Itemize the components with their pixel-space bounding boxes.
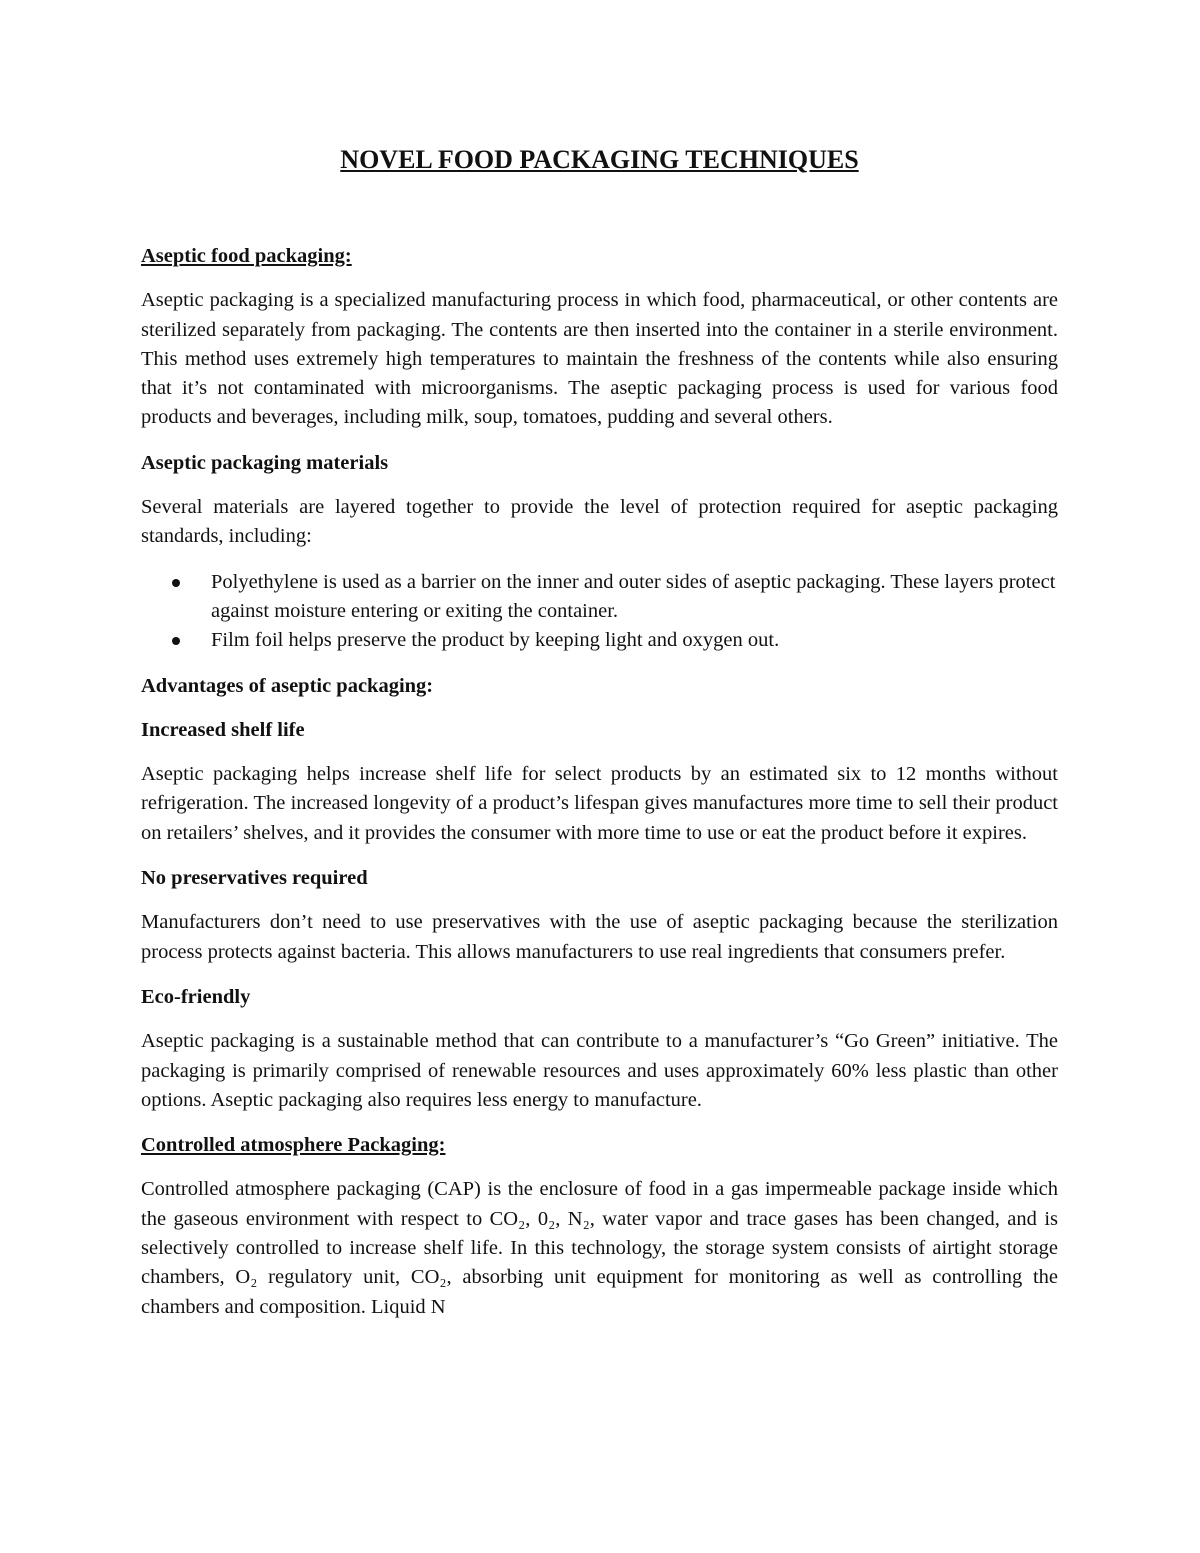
bullet-text-polyethylene: Polyethylene is used as a barrier on the inner and outer sides of aseptic packaging. These layers protect against moisture entering or exiting the container. [211, 570, 1056, 622]
bullet-text-film-foil: Film foil helps preserve the product by keeping light and oxygen out. [211, 629, 780, 652]
document-page [141, 140, 1058, 1338]
paragraph-eco-friendly: Aseptic packaging is a sustainable method that can contribute to a manufacturer’s “Go Green” initiative. The packaging is primarily comprised of renewable resources and uses approximately 60% less plastic than other options. Aseptic packaging also requires less energy to manufacture. [141, 1030, 1058, 1111]
paragraph-shelf-life: Aseptic packaging helps increase shelf life for select products by an estimated six to 12 months without refrigeration. The increased longevity of a product’s lifespan gives manufactures more time to sell their product on retailers’ shelves, and it provides the consumer with more time to use or eat the product before it expires. [141, 763, 1058, 844]
heading-advantages: Advantages of aseptic packaging: [141, 674, 434, 697]
list-item [141, 626, 1058, 655]
materials-bullet-list [141, 568, 1058, 656]
document-title: NOVEL FOOD PACKAGING TECHNIQUES [340, 145, 859, 174]
paragraph-no-preservatives: Manufacturers don’t need to use preservatives with the use of aseptic packaging because the sterilization process protects against bacteria. This allows manufacturers to use real ingredients that consumers prefer. [141, 911, 1058, 963]
paragraph-aseptic-intro: Aseptic packaging is a specialized manufacturing process in which food, pharmaceutical, or other contents are sterilized separately from packaging. The contents are then inserted into the container in a sterile environment. This method uses extremely high temperatures to maintain the freshness of the contents while also ensuring that it’s not contaminated with microorganisms. The aseptic packaging process is used for various food products and beverages, including milk, soup, tomatoes, pudding and several others. [141, 289, 1058, 429]
heading-increased-shelf-life: Increased shelf life [141, 718, 305, 741]
heading-no-preservatives: No preservatives required [141, 867, 368, 890]
bullet-icon [172, 579, 180, 587]
paragraph-cap: Controlled atmosphere packaging (CAP) is the enclosure of food in a gas impermeable package inside which the gaseous environment with respect to CO₂, 0₂, N₂, water vapor and trace gases has been changed, and is selectively controlled to increase shelf life. In this technology, the storage system consists of airtight storage chambers, O₂ regulatory unit, CO₂, absorbing unit equipment for monitoring as well as controlling the chambers and composition. Liquid N [141, 1178, 1058, 1318]
paragraph-materials-intro: Several materials are layered together to provide the level of protection required for aseptic packaging standards, including: [141, 496, 1058, 548]
heading-controlled-atmosphere-packaging: Controlled atmosphere Packaging: [141, 1134, 446, 1157]
heading-aseptic-food-packaging: Aseptic food packaging: [141, 245, 352, 267]
heading-aseptic-materials: Aseptic packaging materials [141, 451, 389, 474]
list-item [141, 568, 1058, 627]
heading-eco-friendly: Eco-friendly [141, 985, 251, 1008]
bullet-icon [172, 637, 180, 645]
